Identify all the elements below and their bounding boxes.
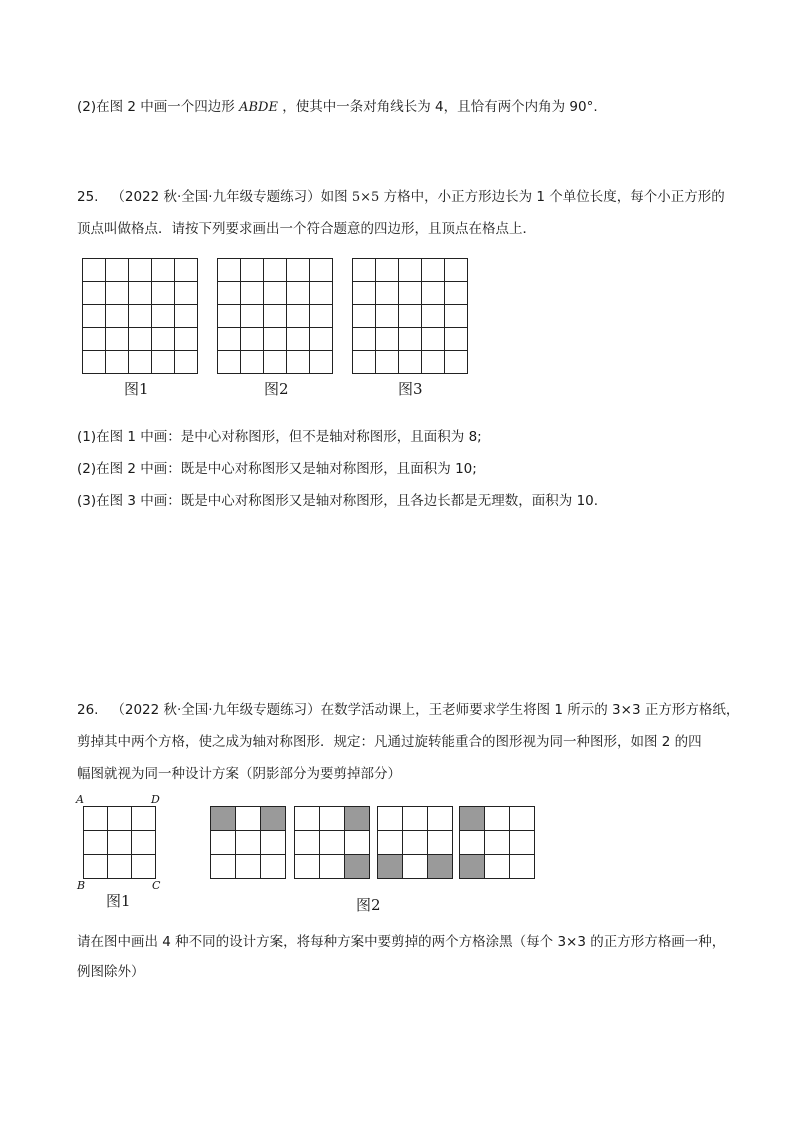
q26-fig2-caption: 图2: [356, 896, 381, 914]
shaded-cell: [377, 855, 402, 879]
q25-grid-fig3[interactable]: [352, 258, 468, 374]
shaded-cell: [210, 806, 235, 830]
q26-line1-text: 在数学活动课上，王老师要求学生将图 1 所示的 3×3 正方形方格纸，: [320, 702, 740, 718]
grid-5x5-svg: [352, 258, 468, 374]
q26-fig1-caption: 图1: [106, 892, 131, 910]
q24-part2-line: [77, 98, 598, 117]
q25-fig2-caption: 图2: [264, 380, 289, 398]
vertex-c-label: C: [152, 879, 161, 892]
pattern-svg: [459, 806, 535, 879]
q26-pattern-4: [459, 806, 535, 879]
q25-part1: (1)在图 1 中画：是中心对称图形，但不是轴对称图形，且面积为 8;: [77, 429, 482, 445]
q25-fig3-caption: 图3: [398, 380, 423, 398]
q25-line2: 顶点叫做格点．请按下列要求画出一个符合题意的四边形，且顶点在格点上．: [77, 221, 536, 237]
q26-pattern-1: [210, 806, 286, 879]
q26-pattern-2: [294, 806, 370, 879]
grid-3x3-svg: [83, 806, 156, 879]
q25-grid-size: 5×5: [351, 190, 380, 205]
q25-grid-fig1[interactable]: [82, 258, 198, 374]
q25-part3: (3)在图 3 中画：既是中心对称图形又是轴对称图形，且各边长都是无理数，面积为 10.: [77, 493, 599, 509]
q25-fig1-caption: 图1: [124, 380, 149, 398]
q25-part2: (2)在图 2 中画：既是中心对称图形又是轴对称图形，且面积为 10;: [77, 461, 477, 477]
shaded-cell: [344, 806, 370, 830]
q25-intro-a: 如图: [320, 189, 348, 205]
vertex-d-label: D: [151, 793, 160, 806]
q26-pattern-3: [377, 806, 453, 879]
q26-source: （2022 秋·全国·九年级专题练习）: [111, 702, 321, 718]
q25-line1: [77, 188, 725, 207]
vertex-a-label: A: [76, 793, 84, 806]
q26-number: 26.: [77, 702, 99, 718]
q24-quadrilateral-name: ABDE: [239, 100, 278, 115]
q25-number: 25.: [77, 189, 99, 205]
pattern-svg: [377, 806, 453, 879]
q24-part2-suffix: ，使其中一条对角线长为 4，且恰有两个内角为 90°.: [282, 99, 598, 115]
q25-intro-b: 方格中，小正方形边长为 1 个单位长度，每个小正方形的: [383, 189, 725, 205]
q26-task-line2: 例图除外）: [77, 964, 145, 980]
shaded-cell: [260, 806, 286, 830]
grid-5x5-svg: [82, 258, 198, 374]
pattern-svg: [294, 806, 370, 879]
vertex-b-label: B: [77, 879, 86, 892]
shaded-cell: [459, 806, 484, 830]
grid-5x5-svg: [217, 258, 333, 374]
shaded-cell: [427, 855, 453, 879]
q26-line2: 剪掉其中两个方格，使之成为轴对称图形．规定：凡通过旋转能重合的图形视为同一种图形，如图 2 的四: [77, 734, 702, 750]
q26-line1: [77, 701, 739, 719]
pattern-svg: [210, 806, 286, 879]
shaded-cell: [459, 855, 484, 879]
shaded-cell: [344, 855, 370, 879]
q26-fig1-grid[interactable]: [83, 806, 156, 879]
q26-task-line1: 请在图中画出 4 种不同的设计方案，将每种方案中要剪掉的两个方格涂黑（每个 3×3 的正方形方格画一种，: [77, 934, 726, 950]
q25-source: （2022 秋·全国·九年级专题练习）: [111, 189, 321, 205]
q24-part2-prefix: (2)在图 2 中画一个四边形: [77, 99, 235, 115]
q25-grid-fig2[interactable]: [217, 258, 333, 374]
q26-line3: 幅图就视为同一种设计方案（阴影部分为要剪掉部分）: [77, 766, 401, 782]
